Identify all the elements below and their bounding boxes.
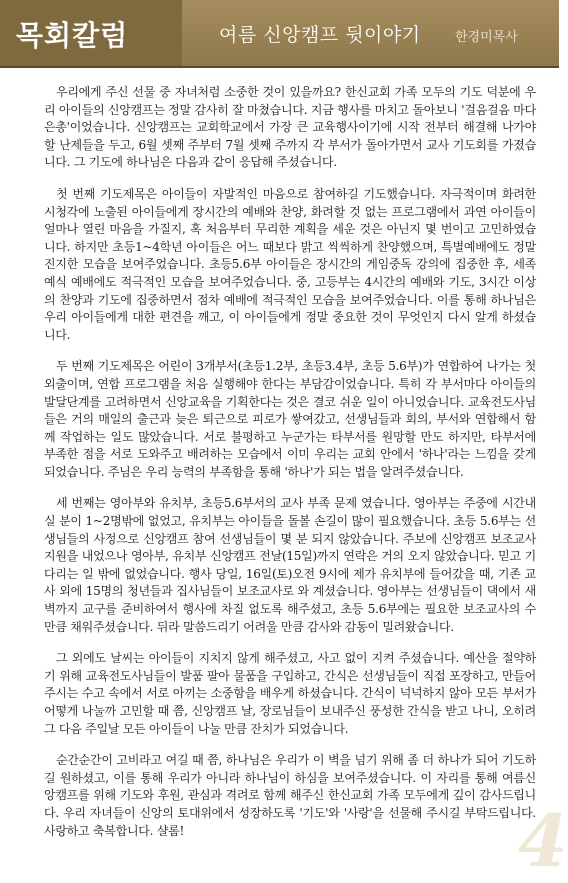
column-title: 목회칼럼 (16, 19, 129, 52)
paragraph-other-blessings: 그 외에도 날씨는 아이들이 지치지 않게 해주셨고, 사고 없이 지켜 주셨습니다. 예산을 절약하기 위해 교육전도사님들이 발품 팔아 물품을 구입하고, 간식은 선생님들이 직접 포장하고, 만들어주시는 수고 속에서 서로 아끼는 소중함을 배우게 하셨습니다. 간식이 넉넉하지 않아 모든 부서가 어떻게 나눌까 고민할 때 쯤, 신앙캠프 날, 장로님들이 보내주신 풍성한 간식을 받고 나니, 오히려 그 다음 주일날 모든 아이들이 나눌 만큼 잔치가 되었습니다. (44, 651, 536, 736)
article-body (44, 84, 536, 854)
paragraph-intro: 우리에게 주신 선물 중 자녀처럼 소중한 것이 있을까요? 한신교회 가족 모두의 기도 덕분에 우리 아이들의 신앙캠프는 정말 감사히 잘 마쳤습니다. 지금 행사를 마치고 돌아보니 '걸음걸음 마다 은총'이었습니다. 신앙캠프는 교회학교에서 가장 큰 교육행사이기에 시작 전부터 해결해 나가야 할 난제들을 두고, 6월 셋째 주부터 7월 셋째 주까지 각 부서가 돌아가면서 교사 기도회를 가졌습니다. 그 기도에 하나님은 다음과 같이 응답해 주셨습니다. (44, 85, 536, 170)
paragraph-second-prayer: 두 번째 기도제목은 어린이 3개부서(초등1.2부, 초등3.4부, 초등 5.6부)가 연합하여 나가는 첫 외출이며, 연합 프로그램을 처음 실행해야 한다는 부담감이었습니다. 특히 각 부서마다 아이들의 발달단계를 고려하면서 신앙교육을 기획한다는 것은 결코 쉬운 일이 아니었습니다. 교육전도사님들은 거의 매일의 출근과 늦은 퇴근으로 피로가 쌓여갔고, 선생님들과 회의, 부서와 연합해서 함께 작업하는 일도 많았습니다. 서로 불평하고 누군가는 타부서를 원망할 만도 하지만, 타부서에 부족한 점을 서로 도와주고 배려하는 모습에서 이미 우리는 교회 안에서 '하나'라는 느낌을 갖게 되었습니다. 주님은 우리 능력의 부족함을 통해 '하나'가 되는 법을 알려주셨습니다. (44, 359, 536, 479)
column-header (0, 0, 559, 68)
page-number: 4 (518, 798, 568, 883)
paragraph-third-prayer: 세 번째는 영아부와 유치부, 초등5.6부서의 교사 부족 문제 였습니다. 영아부는 주중에 시간내실 분이 1~2명밖에 없었고, 유치부는 아이들을 돌볼 손길이 많이 필요했습니다. 초등 5.6부는 선생님들의 사정으로 신앙캠프 참여 선생님들이 몇 분 되지 않았습니다. 주보에 신앙캠프 보조교사 지원을 내었으나 영아부, 유치부 신앙캠프 전날(15일)까지 연락은 거의 오지 않았습니다. 믿고 기다리는 일 밖에 없었습니다. 행사 당일, 16일(토)오전 9시에 제가 유치부에 들어갔을 때, 기존 교사 외에 15명의 청년들과 집사님들이 보조교사로 와 계셨습니다. 영아부는 선생님들이 댁에서 새벽까지 교구를 준비하여서 행사에 차질 없도록 해주셨고, 초등 5.6부에는 필요한 보조교사의 수만큼 채워주셨습니다. 뒤라 말씀드리기 어려울 만큼 감사와 감동이 밀려왔습니다. (44, 496, 536, 634)
article-title: 여름 신앙캠프 뒷이야기 (219, 24, 421, 46)
author-name: 한경미목사 (455, 30, 518, 45)
paragraph-first-prayer: 첫 번째 기도제목은 아이들이 자발적인 마음으로 참여하길 기도했습니다. 자극적이며 화려한 시청각에 노출된 아이들에게 장시간의 예배와 찬양, 화려할 것 없는 프로그램에서 과연 아이들이 얼마나 열린 마음을 가질지, 혹 처음부터 무리한 계획을 세운 것은 아닌지 몇 번이고 고민하였습니다. 하지만 초등1~4학년 아이들은 어느 때보다 밝고 씩씩하게 찬양했으며, 특별예배에도 정말 진지한 모습을 보여주었습니다. 초등5.6부 아이들은 장시간의 게임중독 강의에 집중한 후, 세족예식 예배에도 적극적인 모습을 보여주었습니다. 중, 고등부는 4시간의 예배와 기도, 3시간 이상의 찬양과 기도에 집중하면서 점차 예배에 적극적인 모습을 보여주었습니다. 이를 통해 하나님은 우리 아이들에게 대한 편견을 깨고, 이 아이들에게 정말 중요한 것이 무엇인지 다시 알게 하셨습니다. (44, 186, 536, 342)
paragraph-closing: 순간순간이 고비라고 여길 때 쯤, 하나님은 우리가 이 벽을 넘기 위해 좀 더 하나가 되어 기도하길 원하셨고, 이를 통해 우리가 아니라 하나님이 하심을 보여주셨습니다. 이 자리를 통해 여름신앙캠프를 위해 기도와 후원, 관심과 격려로 함께 해주신 한신교회 가족 모두에게 깊이 감사드립니다. 우리 자녀들이 신앙의 토대위에서 성장하도록 '기도'와 '사랑'을 선물해 주시길 부탁드립니다. 사랑하고 축복합니다. 샬롬! (44, 753, 536, 838)
